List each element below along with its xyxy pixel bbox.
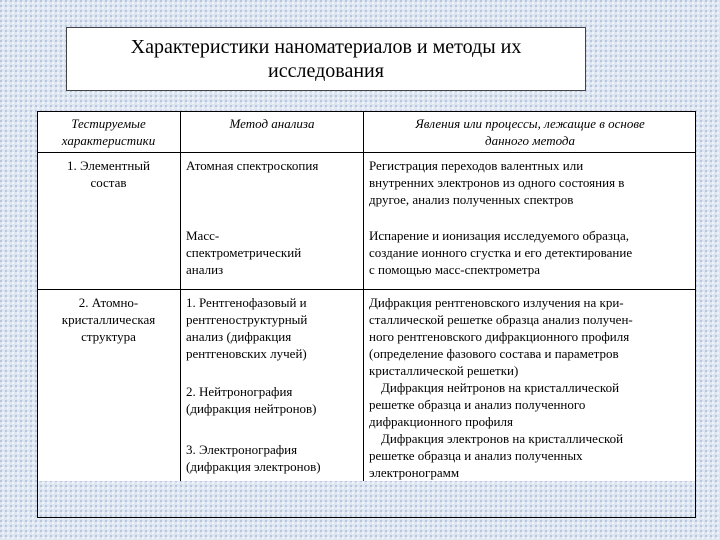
process-atomic-spectroscopy: Регистрация переходов валентных или внутренних электронов из одного состояния в другое, анализ полученных спектров: [369, 158, 625, 207]
slide-title-box: [66, 27, 586, 91]
method-electronography: 3. Электронография (дифракция электронов): [186, 442, 321, 474]
process-electron-diffraction: Дифракция электронов на кристаллической решетке образца и анализ полученных электронограмм: [369, 431, 624, 480]
table-header-row: [37, 111, 696, 153]
methods-diffraction: [181, 290, 364, 482]
table-row: [37, 153, 696, 228]
header-characteristics: Тестируемые характеристики: [37, 111, 181, 153]
process-xray-diffraction: Дифракция рентгеновского излучения на кри- сталлической решетке образца анализ получен- ного рентгеновского дифракционного профиля (определение фазового состава и параметров кристаллической решетки): [369, 295, 633, 378]
header-phenomena: Явления или процессы, лежащие в основе данного метода: [364, 111, 697, 153]
processes-diffraction: [364, 290, 697, 482]
table-row: [37, 290, 696, 482]
characteristic-crystal-structure: 2. Атомно- кристаллическая структура: [37, 290, 181, 482]
characteristic-elemental-composition: 1. Элементный состав: [37, 153, 181, 290]
method-mass-spectrometry: Масс- спектрометрический анализ: [181, 227, 364, 290]
header-method: Метод анализа: [181, 111, 364, 153]
methods-table: [37, 111, 696, 481]
method-neutronography: 2. Нейтронография (дифракция нейтронов): [186, 384, 317, 416]
slide-title-line-2: исследования: [268, 60, 384, 82]
process-mass-spectrometry: Испарение и ионизация исследуемого образца, создание ионного сгустка и его детектирование с помощью масс-спектрометра: [369, 228, 633, 277]
slide-title-line-1: Характеристики наноматериалов и методы их: [130, 36, 522, 58]
method-atomic-spectroscopy: Атомная спектроскопия: [181, 153, 364, 228]
method-xray-analysis: 1. Рентгенофазовый и рентгеноструктурный анализ (дифракция рентгеновских лучей): [186, 295, 308, 361]
process-neutron-diffraction: Дифракция нейтронов на кристаллической решетке образца и анализ полученного дифракционного профиля: [369, 380, 620, 429]
